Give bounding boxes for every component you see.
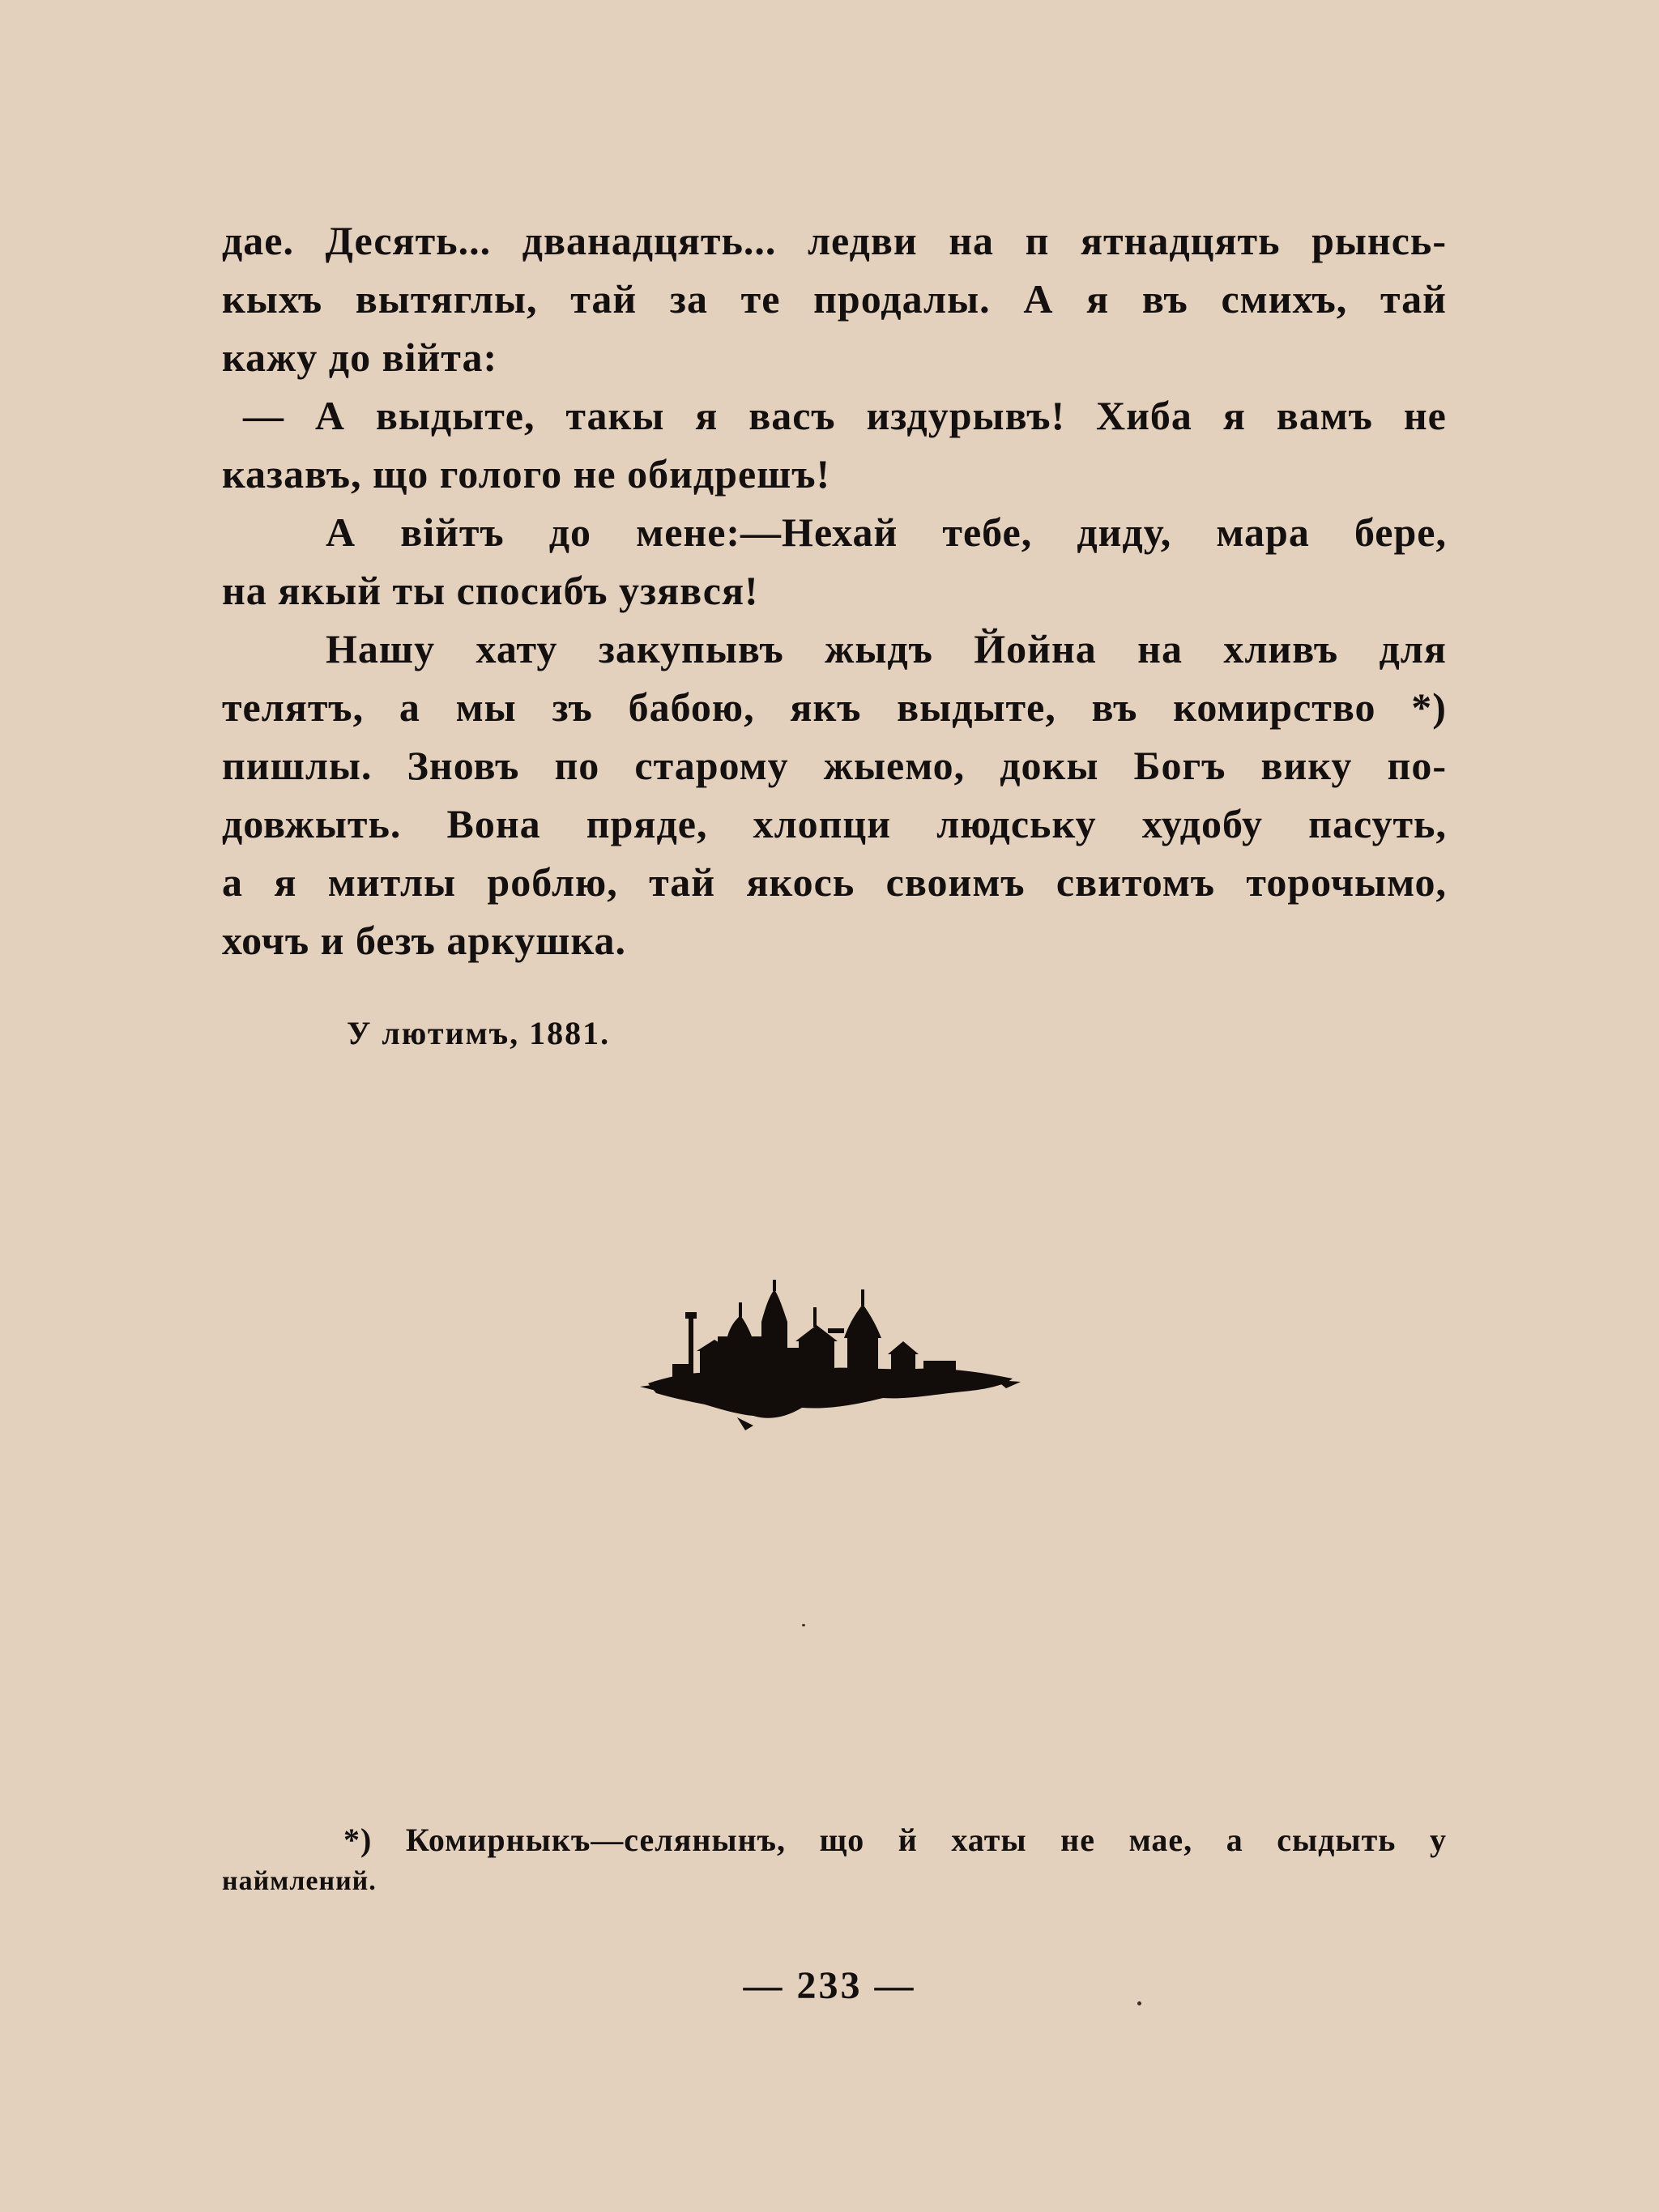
word: хаты bbox=[951, 1822, 1027, 1858]
word: въ bbox=[1141, 276, 1188, 322]
word: по- bbox=[1387, 743, 1447, 788]
word: митлы bbox=[327, 859, 457, 905]
word: Хиба bbox=[1096, 393, 1192, 438]
word: такы bbox=[565, 393, 665, 438]
word: Комирныкъ—селянынъ, bbox=[405, 1822, 786, 1858]
word: зъ bbox=[552, 684, 593, 730]
word: мара bbox=[1216, 509, 1310, 555]
text-line: кажу до війта: bbox=[222, 335, 498, 380]
word: въ bbox=[1091, 684, 1138, 730]
page-number: — 233 — bbox=[743, 1964, 916, 2007]
word: тай bbox=[1380, 276, 1447, 322]
print-speck bbox=[802, 1624, 805, 1626]
word: а bbox=[1226, 1822, 1243, 1858]
word: п bbox=[1025, 218, 1050, 263]
word: ятнадцять bbox=[1080, 218, 1281, 263]
word: А bbox=[314, 393, 345, 438]
word: по bbox=[554, 743, 600, 788]
word: мае, bbox=[1128, 1822, 1193, 1858]
word: я bbox=[1086, 276, 1110, 322]
word: я bbox=[274, 859, 297, 905]
word: тай bbox=[649, 859, 716, 905]
text-line: казавъ, що голого не обидрешъ! bbox=[222, 451, 831, 497]
word: хливъ bbox=[1223, 626, 1339, 671]
word: пишлы. bbox=[222, 743, 373, 788]
word: старому bbox=[634, 743, 789, 788]
word: не bbox=[1403, 393, 1447, 438]
word: рынсь- bbox=[1311, 218, 1447, 263]
text-line bbox=[222, 392, 1447, 450]
text-line: на якый ты спосибъ узявся! bbox=[222, 568, 759, 613]
footnote bbox=[222, 1821, 1447, 1912]
word: Вона bbox=[446, 801, 541, 846]
word: докы bbox=[1000, 743, 1099, 788]
word: а bbox=[222, 859, 243, 905]
word: выдыте, bbox=[375, 393, 535, 438]
word: жыемо, bbox=[823, 743, 966, 788]
word: а bbox=[399, 684, 420, 730]
word: тай bbox=[570, 276, 638, 322]
word: у bbox=[1429, 1822, 1447, 1858]
word: вытяглы, bbox=[355, 276, 538, 322]
word: дае. bbox=[222, 218, 294, 263]
word: смихъ, bbox=[1221, 276, 1348, 322]
word: я bbox=[1222, 393, 1246, 438]
word: торочымо, bbox=[1246, 859, 1447, 905]
word: Зновъ bbox=[407, 743, 520, 788]
text-line bbox=[222, 859, 1447, 917]
word: Нашу bbox=[326, 626, 436, 671]
word: те bbox=[740, 276, 781, 322]
word: жыдъ bbox=[825, 626, 933, 671]
word: на bbox=[949, 218, 995, 263]
word: людську bbox=[936, 801, 1097, 846]
word: хлопци bbox=[753, 801, 892, 846]
text-line bbox=[222, 742, 1447, 800]
word: Десять... bbox=[325, 218, 492, 263]
village-vignette-icon bbox=[640, 1280, 1021, 1458]
word: *) bbox=[1411, 684, 1447, 730]
date-signature: У лютимъ, 1881. bbox=[347, 1015, 611, 1051]
word: худобу bbox=[1141, 801, 1264, 846]
word: до bbox=[548, 509, 592, 555]
word: А bbox=[1023, 276, 1054, 322]
word: що bbox=[819, 1822, 865, 1858]
text-line bbox=[222, 275, 1447, 334]
word: диду, bbox=[1077, 509, 1172, 555]
word: ледви bbox=[807, 218, 918, 263]
word: роблю, bbox=[487, 859, 618, 905]
word: якось bbox=[746, 859, 855, 905]
word: — bbox=[243, 393, 284, 438]
text-line bbox=[222, 509, 1447, 567]
word: своимъ bbox=[885, 859, 1026, 905]
word: тебе, bbox=[942, 509, 1033, 555]
word: *) bbox=[343, 1822, 373, 1858]
word: за bbox=[669, 276, 708, 322]
word: для bbox=[1379, 626, 1447, 671]
print-speck bbox=[1137, 2001, 1141, 2005]
word: Богъ bbox=[1133, 743, 1226, 788]
word: довжыть. bbox=[222, 801, 402, 846]
word: пасуть, bbox=[1308, 801, 1447, 846]
word: телятъ, bbox=[222, 684, 365, 730]
footnote-line: наймлений. bbox=[222, 1866, 377, 1896]
text-line bbox=[222, 800, 1447, 859]
word: сыдыть bbox=[1277, 1822, 1397, 1858]
word: закупывъ bbox=[598, 626, 784, 671]
word: кыхъ bbox=[222, 276, 323, 322]
word: издурывъ! bbox=[866, 393, 1066, 438]
word: якъ bbox=[790, 684, 862, 730]
word: продалы. bbox=[813, 276, 991, 322]
word: свитомъ bbox=[1056, 859, 1216, 905]
word: бере, bbox=[1354, 509, 1447, 555]
word: вамъ bbox=[1276, 393, 1373, 438]
text-line bbox=[222, 684, 1447, 742]
text-line: хочъ и безъ аркушка. bbox=[222, 918, 627, 963]
word: А bbox=[326, 509, 356, 555]
word: мы bbox=[455, 684, 517, 730]
body-text bbox=[222, 217, 1447, 975]
word: выдыте, bbox=[897, 684, 1056, 730]
word: хату bbox=[476, 626, 558, 671]
text-line bbox=[222, 217, 1447, 275]
footnote-line bbox=[222, 1821, 1447, 1866]
word: пряде, bbox=[586, 801, 708, 846]
word: й bbox=[898, 1822, 918, 1858]
word: не bbox=[1060, 1822, 1095, 1858]
word: я bbox=[695, 393, 719, 438]
word: васъ bbox=[748, 393, 836, 438]
word: на bbox=[1137, 626, 1183, 671]
word: війтъ bbox=[400, 509, 505, 555]
word: комирство bbox=[1173, 684, 1376, 730]
word: вику bbox=[1260, 743, 1353, 788]
word: бабою, bbox=[628, 684, 755, 730]
text-line bbox=[222, 625, 1447, 684]
word: дванадцять... bbox=[522, 218, 777, 263]
word: Йойна bbox=[974, 626, 1097, 671]
word: мене:—Нехай bbox=[636, 509, 898, 555]
